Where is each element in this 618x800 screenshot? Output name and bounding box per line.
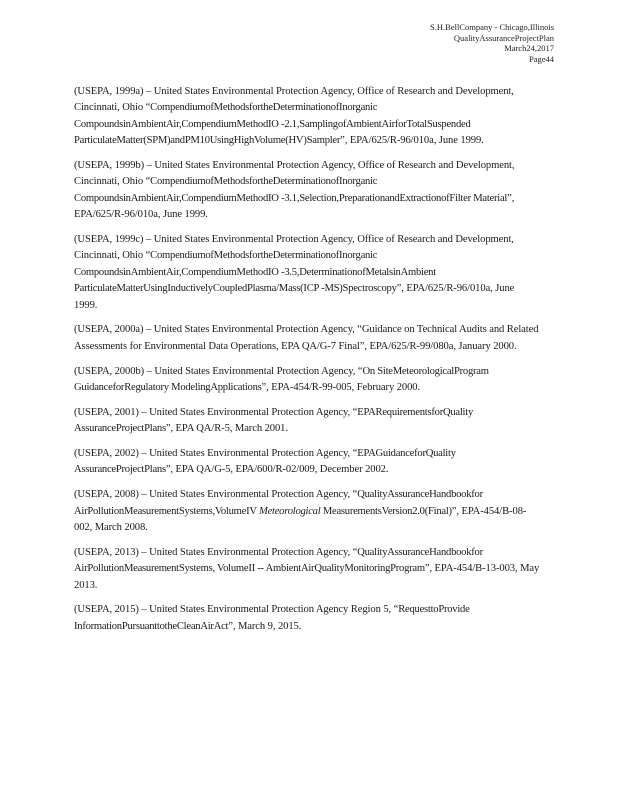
- reference-source: – United States Environmental Protection Agency, “: [138, 448, 358, 460]
- reference-usepa-1999c: [74, 232, 540, 314]
- reference-details: ”, EPA/625/R-99/080a, January 2000.: [359, 340, 517, 352]
- reference-details: ”, EPA QA/R-5, March 2001.: [165, 423, 288, 435]
- reference-usepa-2013: [74, 545, 540, 594]
- header-plan-title: QualityAssuranceProjectPlan: [453, 32, 554, 43]
- reference-usepa-1999b: [74, 158, 540, 224]
- reference-title: CompendiumofMethodsfortheDeterminationofInorganic CompoundsinAmbientAir,CompendiumMethodIO -2.1,SamplingofAmbientAirforTotalSuspended ParticulateMatter(SPM)andPM10UsingHighVolume(HV)Sampler: [74, 102, 471, 147]
- reference-source: – United States Environmental Protection Agency Region 5, “: [138, 604, 399, 616]
- reference-usepa-2002: [74, 446, 540, 479]
- reference-details: ”, EPA-454/B-08-002, March 2008.: [74, 505, 527, 534]
- reference-details: ”, EPA QA/G-5, EPA/600/R-02/009, December 2002.: [165, 464, 389, 476]
- reference-label: (USEPA, 2013): [74, 546, 139, 558]
- reference-title: EPARequirementsforQuality AssuranceProjectPlans: [74, 406, 473, 435]
- reference-label: (USEPA, 2001): [74, 406, 139, 418]
- header-company: S.H.BellCompany - Chicago,Illinois: [430, 22, 554, 32]
- reference-title-emphasis: Meteorological: [259, 505, 321, 517]
- reference-title-part: MeasurementsVersion2.0(Final): [320, 505, 452, 517]
- reference-details: ”, EPA/625/R-96/010a, June 1999.: [74, 192, 515, 221]
- reference-title: CompendiumofMethodsfortheDeterminationofInorganic CompoundsinAmbientAir,CompendiumMethodIO -3.1,Selection,PreparationandExtractionofFilter Material: [74, 176, 508, 204]
- reference-label: (USEPA, 2000b): [74, 365, 145, 377]
- reference-details: ”, EPA-454/R-99-005, February 2000.: [261, 382, 421, 394]
- reference-title: QualityAssuranceHandbookfor AirPollutionMeasurementSystems, VolumeII -- AmbientAirQualityMonitoringProgram: [74, 546, 483, 575]
- reference-label: (USEPA, 2008): [74, 489, 139, 501]
- reference-label: (USEPA, 2002): [74, 448, 139, 460]
- page-header: [334, 22, 554, 64]
- reference-source: – United States Environmental Protection Agency, “: [138, 546, 358, 558]
- reference-source: – United States Environmental Protection Agency, Office of Research and Development, Cincinnati, Ohio “: [74, 86, 514, 114]
- reference-title-part: QualityAssuranceHandbookfor AirPollutionMeasurementSystems,VolumeIV: [74, 489, 483, 517]
- reference-usepa-2000b: [74, 364, 540, 397]
- reference-usepa-2015: [74, 602, 540, 635]
- reference-title: On SiteMeteorologicalProgram GuidanceforRegulatory ModelingApplications: [74, 365, 489, 394]
- reference-source: – United States Environmental Protection Agency, Office of Research and Development, Cincinnati, Ohio “: [74, 234, 514, 262]
- reference-details: ”, EPA/625/R-96/010a, June 1999.: [74, 283, 515, 311]
- reference-usepa-2008: [74, 487, 540, 536]
- reference-label: (USEPA, 1999c): [74, 234, 144, 246]
- reference-source: – United States Environmental Protection Agency, “: [144, 365, 363, 377]
- reference-source: – United States Environmental Protection Agency, Office of Research and Development, Cincinnati, Ohio “: [74, 160, 515, 188]
- reference-source: – United States Environmental Protection Agency, “: [138, 406, 358, 418]
- reference-details: ”, March 9, 2015.: [228, 620, 302, 632]
- reference-usepa-2000a: [74, 322, 540, 355]
- reference-details: ”, EPA/625/R-96/010a, June 1999.: [340, 135, 484, 147]
- reference-title: EPAGuidanceforQuality AssuranceProjectPlans: [74, 448, 456, 476]
- reference-usepa-2001: [74, 405, 540, 438]
- reference-title: RequesttoProvide InformationPursuanttotheCleanAirAct: [74, 604, 470, 632]
- reference-details: ”, EPA-454/B-13-003, May 2013.: [74, 563, 540, 591]
- reference-source: – United States Environmental Protection Agency, “: [138, 489, 358, 501]
- reference-label: (USEPA, 2015): [74, 604, 139, 616]
- reference-source: – United States Environmental Protection Agency, “: [143, 324, 362, 336]
- reference-title: Guidance on Technical Audits and Related Assessments for Environmental Data Operations, EPA QA/G-7 Final: [74, 324, 539, 352]
- reference-label: (USEPA, 1999a): [74, 86, 144, 97]
- reference-list: [74, 84, 540, 644]
- reference-label: (USEPA, 1999b): [74, 160, 145, 172]
- reference-usepa-1999a: [74, 84, 540, 150]
- header-date: March24,2017: [504, 43, 554, 53]
- reference-title: CompendiumofMethodsfortheDeterminationofInorganic CompoundsinAmbientAir,CompendiumMethodIO -3.5,DeterminationofMetalsinAmbient ParticulateMatterUsingInductivelyCoupledPlasma/Mass(ICP -MS)Spectroscopy: [74, 250, 436, 295]
- header-page-number: Page44: [528, 53, 554, 64]
- reference-label: (USEPA, 2000a): [74, 324, 144, 336]
